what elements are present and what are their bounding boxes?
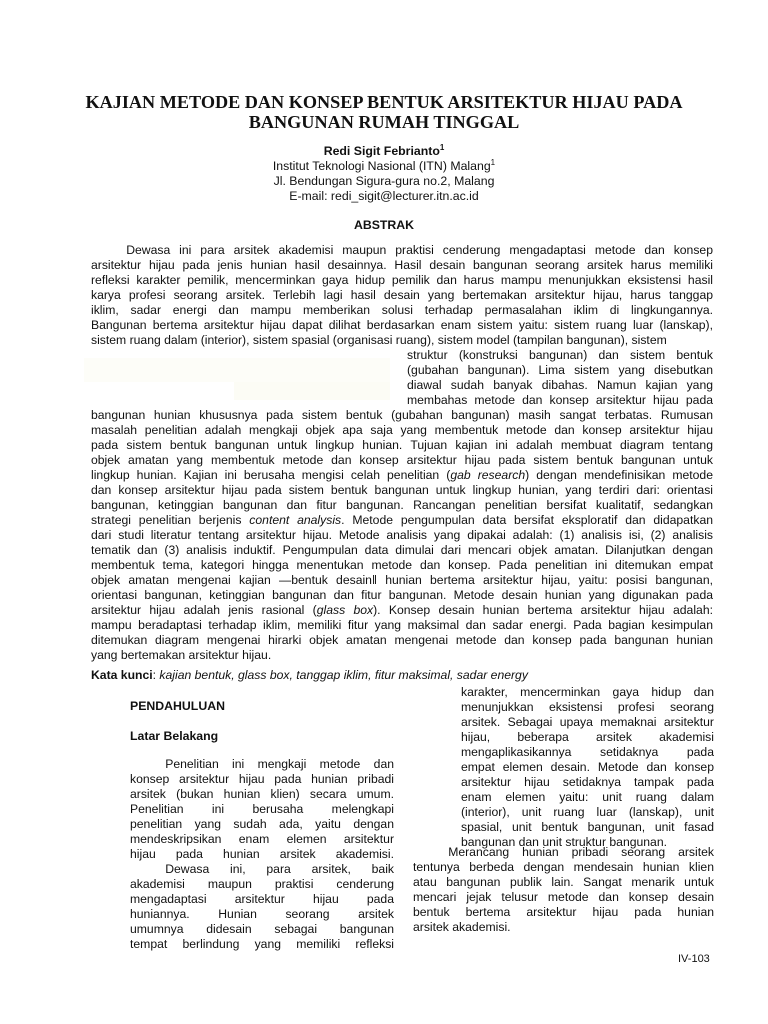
left-column	[130, 757, 394, 952]
text-line: hijau, beberapa arsitek akademisi	[461, 730, 714, 744]
author-name	[0, 144, 768, 159]
text-line: bangunan dan unit struktur bangunan.	[461, 835, 667, 849]
keywords-text: kajian bentuk, glass box, tanggap iklim, fitur maksimal, sadar energy	[159, 668, 528, 682]
text-line: sistem ruang dalam (interior), sistem spasial (organisasi ruang), sistem model (tampilan bangunan), sistem	[91, 333, 667, 347]
text-line: objek amatan mengenai kajian ―bentuk desain‖ hunian bertema arsitektur hijau, yaitu: posisi bangunan,	[91, 573, 713, 587]
text-line: bentuk bertema arsitektur hijau pada hunian	[413, 905, 714, 919]
text-line: pada sistem bentuk bangunan untuk lingkup hunian. Tujuan kajian ini adalah membuat diagram tentang	[91, 438, 713, 452]
text-line: Dewasa ini, para arsitek, baik	[165, 862, 394, 876]
text-line: penelitian yang sudah ada, yaitu dengan	[130, 817, 394, 831]
text-line: akademisi maupun praktisi cenderung	[130, 877, 394, 891]
text-line: dan konsep arsitektur hijau pada sistem bentuk bangunan untuk lingkup hunian, yang terdiri dari: orientasi	[91, 483, 713, 497]
text-line: ditemukan diagram mengenai hirarki objek amatan mengenai metode dan konsep pada bangunan hunian	[91, 633, 713, 647]
text-line: masalah penelitian adalah mengkaji objek apa saja yang membentuk metode dan konsep arsitektur hijau	[91, 423, 713, 437]
text-line: dari studi literatur tentang arsitektur hijau. Metode analisis yang dipakai adalah: (1) analisis isi, (2) analisis	[91, 528, 713, 542]
text-line: arsitektur hijau adalah jenis rasional (glass box). Konsep desain hunian bertema arsitektur hijau adalah:	[91, 603, 713, 617]
abstract-heading: ABSTRAK	[353, 218, 415, 232]
text-line: iklim, sadar energi dan mampu memberikan solusi terhadap permasalahan iklim di lingkungannya.	[91, 303, 713, 317]
keywords-separator: :	[152, 668, 160, 682]
text-line: (gubahan bangunan). Lima sistem yang disebutkan	[407, 363, 713, 377]
text-line: enam elemen yaitu: unit ruang dalam	[461, 790, 714, 804]
text-line: mengadaptasi arsitektur hijau pada	[130, 892, 394, 906]
title-line-1: KAJIAN METODE DAN KONSEP BENTUK ARSITEKTUR HIJAU PADA	[85, 92, 683, 112]
text-line: lingkup hunian. Kajian ini berusaha mengisi celah penelitian (gab research) dengan mendefinisikan metode	[91, 468, 713, 482]
text-line: refleksi karakter pemilik, mencerminkan gaya hidup pemilik dan harus mampu menunjukkan eksistensi hasil	[91, 273, 713, 287]
text-line: diawal sudah banyak dibahas. Namun kajian yang	[407, 378, 713, 392]
abstract-block-1	[91, 243, 713, 348]
title-line-2: BANGUNAN RUMAH TINGGAL	[248, 112, 520, 132]
text-line: tematik dan (3) analisis induktif. Pengumpulan data dimulai dari mencari objek amatan. Dilanjutkan dengan	[91, 543, 713, 557]
text-line: mengaplikasikannya setidaknya pada	[461, 745, 714, 759]
text-line: arsitektur hijau setidaknya tampak pada	[461, 775, 714, 789]
text-line: karya profesi seorang arsitek. Terlebih lagi hasil desain yang bertemakan arsitektur hijau, harus tanggap	[91, 288, 713, 302]
keywords	[91, 668, 528, 683]
text-line: membahas metode dan konsep arsitektur hijau pada	[407, 393, 713, 407]
abstract-body	[91, 243, 713, 663]
author-address: Jl. Bendungan Sigura-gura no.2, Malang	[273, 174, 495, 188]
text-line: Merancang hunian pribadi seorang arsitek	[448, 845, 714, 859]
text-line: tentunya berbeda dengan mendesain hunian klien	[413, 860, 714, 874]
subsection-heading-latar-belakang: Latar Belakang	[130, 729, 219, 743]
text-line: Penelitian ini mengkaji metode dan	[165, 757, 394, 771]
text-line: karakter, mencerminkan gaya hidup dan	[461, 685, 714, 699]
text-line: Penelitian ini berusaha melengkapi	[130, 802, 394, 816]
text-line: hijau pada hunian arsitek akademisi.	[130, 847, 394, 861]
abstract-block-2	[91, 408, 713, 663]
text-line: arsitek (bukan hunian klien) secara umum.	[130, 787, 394, 801]
author-superscript: 1	[439, 143, 445, 152]
text-line: objek amatan yang membentuk metode dan konsep arsitektur hijau pada sistem bentuk bangunan untuk	[91, 453, 713, 467]
text-line: spasial, unit bentuk bangunan, unit fasad	[461, 820, 714, 834]
author-affiliation	[0, 159, 768, 174]
right-column-continued	[413, 845, 714, 935]
text-line: bangunan, ketinggian bangunan dan fitur bangunan. Rancangan penelitian bersifat kualitatif, sedangkan	[91, 498, 713, 512]
text-line: arsitek. Sebagai upaya memaknai arsitektur	[461, 715, 714, 729]
text-line: (interior), unit ruang luar (lanskap), unit	[461, 805, 714, 819]
affiliation-text: Institut Teknologi Nasional (ITN) Malang	[272, 159, 491, 173]
text-line: mendeskripsikan enam elemen arsitektur	[130, 832, 394, 846]
author-email: E-mail: redi_sigit@lecturer.itn.ac.id	[289, 189, 479, 203]
text-line: membentuk tema, kategori hingga menentukan metode dan konsep. Pada penelitian ini ditemukan empat	[91, 558, 713, 572]
text-line: mampu beradaptasi terhadap iklim, memiliki fitur yang maksimal dan sadar energi. Pada bagian kesimpulan	[91, 618, 713, 632]
text-line: huniannya. Hunian seorang arsitek	[130, 907, 394, 921]
text-line: atau bangunan publik lain. Sangat menarik untuk	[413, 875, 714, 889]
text-line: konsep arsitektur hijau pada hunian pribadi	[130, 772, 394, 786]
text-line: struktur (konstruksi bangunan) dan sistem bentuk	[407, 348, 713, 362]
text-line: yang bertemakan arsitektur hijau.	[91, 648, 272, 662]
right-column	[461, 685, 714, 850]
abstract-block-narrow	[407, 348, 713, 408]
text-line: strategi penelitian berjenis content analysis. Metode pengumpulan data bersifat eksploratif dan didapatkan	[91, 513, 713, 527]
text-line: menunjukkan eksistensi profesi seorang	[461, 700, 714, 714]
text-line: Bangunan bertema arsitektur hijau dapat dilihat berdasarkan enam sistem yaitu: sistem ruang luar (lanskap),	[91, 318, 713, 332]
text-line: Dewasa ini para arsitek akademisi maupun praktisi cenderung mengadaptasi metode dan konsep	[126, 243, 713, 257]
keywords-label: Kata kunci	[91, 668, 153, 682]
text-line: arsitek akademisi.	[413, 920, 511, 934]
text-line: bangunan hunian khususnya pada sistem bentuk (gubahan bangunan) masih sangat terbatas. Rumusan	[91, 408, 713, 422]
text-line: orientasi bangunan, ketinggian bangunan dan fitur bangunan. Metode desain hunian yang digunakan pada	[91, 588, 713, 602]
page-number: IV-103	[678, 953, 710, 965]
text-line: tempat berlindung yang memiliki refleksi	[130, 937, 394, 951]
text-line: empat elemen desain. Metode dan konsep	[461, 760, 714, 774]
text-line: umumnya didesain sebagai bangunan	[130, 922, 394, 936]
author-name-text: Redi Sigit Febrianto	[323, 144, 440, 158]
text-line: mencari jejak telusur metode dan konsep desain	[413, 890, 714, 904]
affiliation-superscript: 1	[490, 158, 496, 167]
text-line: arsitektur hijau pada jenis hunian hasil desainnya. Hasil desain bangunan seorang arsitek harus memiliki	[91, 258, 713, 272]
paper-title	[40, 92, 728, 132]
section-heading-pendahuluan: PENDAHULUAN	[130, 699, 225, 713]
